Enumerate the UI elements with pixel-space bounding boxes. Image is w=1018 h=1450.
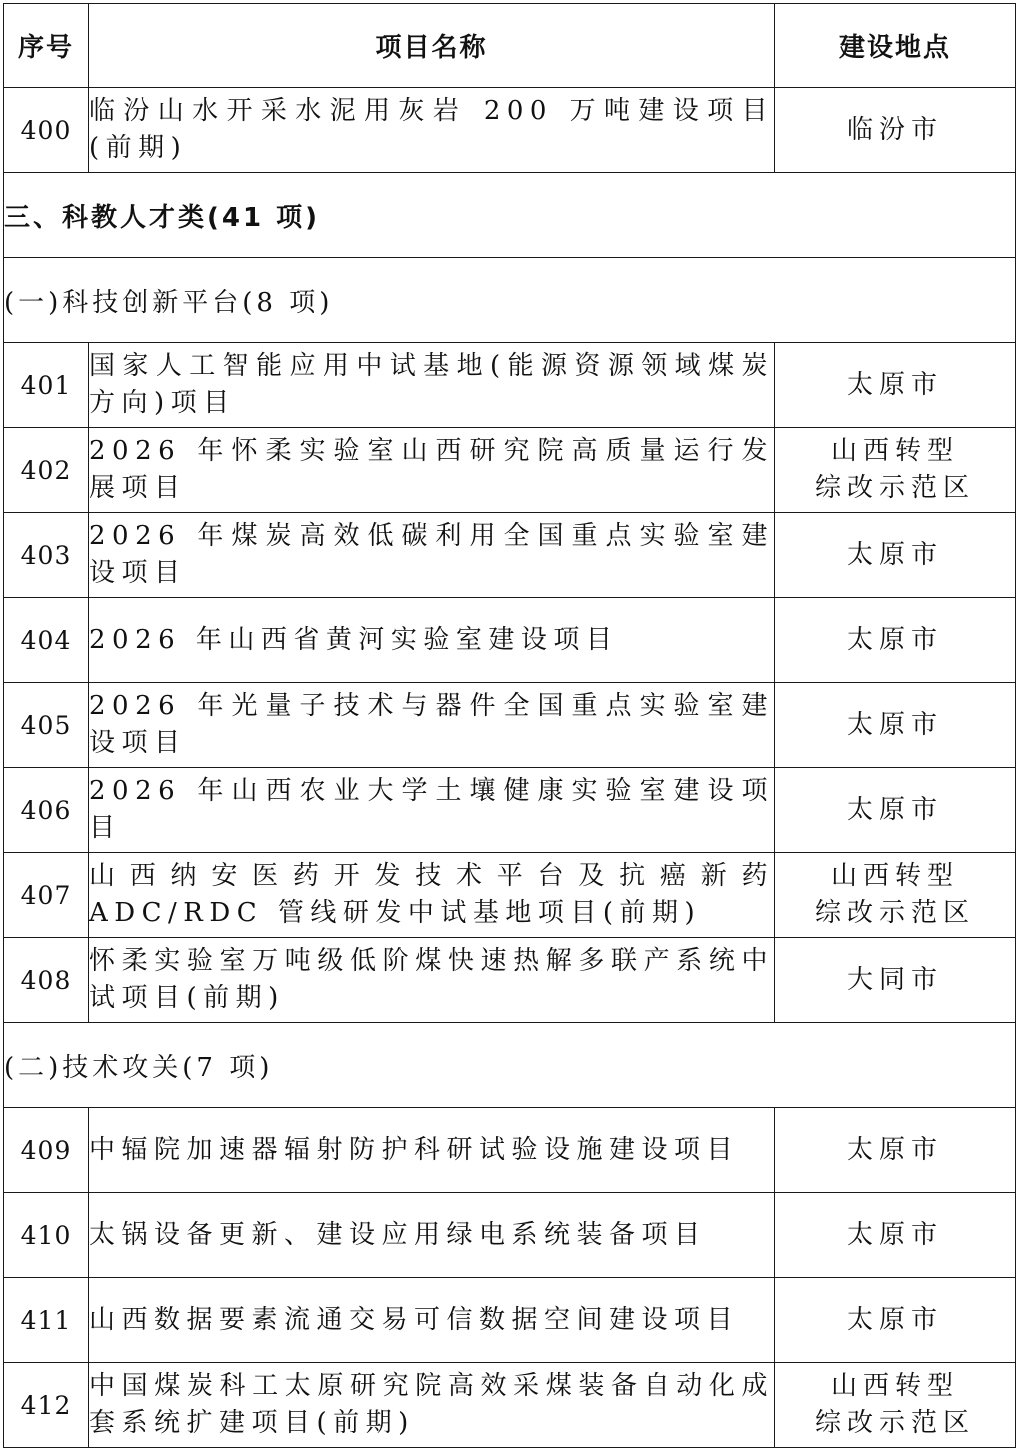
header-serial-number: 序号: [4, 4, 89, 88]
location-line: 综改示范区: [814, 1408, 975, 1438]
table-row: [4, 1363, 1016, 1448]
project-name-cell: 山西数据要素流通交易可信数据空间建设项目: [89, 1278, 775, 1363]
project-name-cell: 中国煤炭科工太原研究院高效采煤装备自动化成套系统扩建项目(前期): [89, 1363, 775, 1448]
table-header: [4, 4, 1016, 88]
table-body: [4, 88, 1016, 1448]
header-location: 建设地点: [775, 4, 1016, 88]
serial-number-cell: 407: [4, 853, 89, 938]
project-name-cell: 山西纳安医药开发技术平台及抗癌新药 ADC/RDC 管线研发中试基地项目(前期): [89, 853, 775, 938]
project-name-cell: 国家人工智能应用中试基地(能源资源领域煤炭方向)项目: [89, 343, 775, 428]
location-cell: 太原市: [775, 1193, 1016, 1278]
location-line: 山西转型: [830, 436, 959, 466]
project-name-cell: 2026 年怀柔实验室山西研究院高质量运行发展项目: [89, 428, 775, 513]
table-row: [4, 1278, 1016, 1363]
table-row: [4, 853, 1016, 938]
serial-number-cell: 408: [4, 938, 89, 1023]
serial-number-cell: 412: [4, 1363, 89, 1448]
location-cell: [775, 853, 1016, 938]
location-cell: 太原市: [775, 1108, 1016, 1193]
section-row: [4, 258, 1016, 343]
table-row: [4, 1108, 1016, 1193]
project-name-cell: 2026 年光量子技术与器件全国重点实验室建设项目: [89, 683, 775, 768]
location-cell: 太原市: [775, 1278, 1016, 1363]
location-cell: 太原市: [775, 513, 1016, 598]
location-line: 山西转型: [830, 861, 959, 891]
location-cell: 太原市: [775, 768, 1016, 853]
section-row: [4, 173, 1016, 258]
location-cell: [775, 1363, 1016, 1448]
location-cell: 太原市: [775, 343, 1016, 428]
serial-number-cell: 403: [4, 513, 89, 598]
project-table: [3, 3, 1016, 1448]
table-row: [4, 343, 1016, 428]
table-row: [4, 88, 1016, 173]
serial-number-cell: 409: [4, 1108, 89, 1193]
table-row: [4, 683, 1016, 768]
table-row: [4, 598, 1016, 683]
project-name-cell: 2026 年煤炭高效低碳利用全国重点实验室建设项目: [89, 513, 775, 598]
project-name-cell: 2026 年山西省黄河实验室建设项目: [89, 598, 775, 683]
section-heading: 三、科教人才类(41 项): [4, 173, 1016, 258]
project-name-cell: 太锅设备更新、建设应用绿电系统装备项目: [89, 1193, 775, 1278]
serial-number-cell: 401: [4, 343, 89, 428]
header-row: [4, 4, 1016, 88]
subsection-heading: (二)技术攻关(7 项): [4, 1023, 1016, 1108]
serial-number-cell: 406: [4, 768, 89, 853]
location-cell: 太原市: [775, 598, 1016, 683]
location-line: 综改示范区: [814, 898, 975, 928]
serial-number-cell: 411: [4, 1278, 89, 1363]
project-name-cell: 中辐院加速器辐射防护科研试验设施建设项目: [89, 1108, 775, 1193]
location-cell: 大同市: [775, 938, 1016, 1023]
serial-number-cell: 410: [4, 1193, 89, 1278]
serial-number-cell: 404: [4, 598, 89, 683]
project-name-cell: 临汾山水开采水泥用灰岩 200 万吨建设项目(前期): [89, 88, 775, 173]
header-project-name: 项目名称: [89, 4, 775, 88]
table-row: [4, 428, 1016, 513]
location-cell: [775, 428, 1016, 513]
location-line: 综改示范区: [814, 473, 975, 503]
project-name-cell: 怀柔实验室万吨级低阶煤快速热解多联产系统中试项目(前期): [89, 938, 775, 1023]
location-line: 山西转型: [830, 1371, 959, 1401]
location-cell: 太原市: [775, 683, 1016, 768]
table-row: [4, 513, 1016, 598]
table-row: [4, 938, 1016, 1023]
table-row: [4, 1193, 1016, 1278]
section-row: [4, 1023, 1016, 1108]
project-name-cell: 2026 年山西农业大学土壤健康实验室建设项目: [89, 768, 775, 853]
serial-number-cell: 400: [4, 88, 89, 173]
serial-number-cell: 405: [4, 683, 89, 768]
subsection-heading: (一)科技创新平台(8 项): [4, 258, 1016, 343]
serial-number-cell: 402: [4, 428, 89, 513]
table-row: [4, 768, 1016, 853]
location-cell: 临汾市: [775, 88, 1016, 173]
